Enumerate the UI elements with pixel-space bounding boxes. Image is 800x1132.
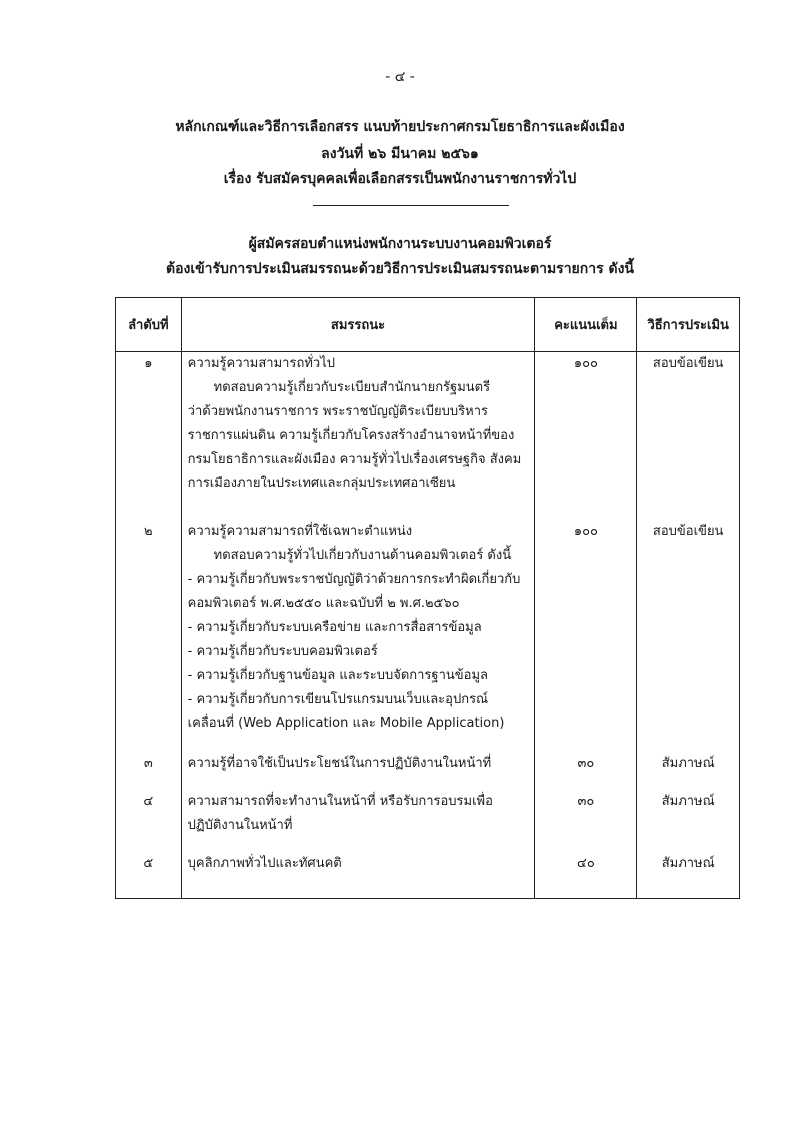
col-header-method: วิธีการประเมิน [637,298,740,352]
competency-line: - ความรู้เกี่ยวกับพระราชบัญญัติว่าด้วยการกระทำผิดเกี่ยวกับ [187,572,521,587]
competency-cell [181,852,535,899]
competency-cell [181,752,535,790]
competency-line: เคลื่อนที่ (Web Application และ Mobile Application) [187,716,505,731]
divider [313,205,509,206]
competency-title: ความสามารถที่จะทำงานในหน้าที่ หรือรับการอบรมเพื่อ [187,794,493,809]
assessment-method: สอบข้อเขียน [637,352,740,521]
header-line-3: เรื่อง รับสมัครบุคคลเพื่อเลือกสรรเป็นพนักงานราชการทั่วไป [223,171,577,187]
subheader-line-1: ผู้สมัครสอบตำแหน่งพนักงานระบบงานคอมพิวเตอร์ [248,236,552,252]
competency-line: - ความรู้เกี่ยวกับระบบเครือข่าย และการสื่อสารข้อมูล [187,620,482,635]
col-header-order: ลำดับที่ [116,298,182,352]
table-row [116,790,740,852]
row-number: ๑ [116,352,182,521]
competency-line: ราชการแผ่นดิน ความรู้เกี่ยวกับโครงสร้างอำนาจหน้าที่ของ [187,428,515,443]
col-header-competency: สมรรถนะ [181,298,535,352]
header-line-2: ลงวันที่ ๒๖ มีนาคม ๒๕๖๑ [321,146,479,162]
col-header-score: คะแนนเต็ม [535,298,637,352]
assessment-method: สัมภาษณ์ [637,752,740,790]
competency-cell [181,520,535,752]
competency-cell [181,352,535,521]
competency-table [115,297,740,899]
row-number: ๒ [116,520,182,752]
competency-line: ปฏิบัติงานในหน้าที่ [187,818,293,833]
page-number: - ๔ - [385,69,415,85]
competency-line: ทดสอบความรู้เกี่ยวกับระเบียบสำนักนายกรัฐมนตรี [213,380,491,395]
table-header-row [116,298,740,352]
row-number: ๕ [116,852,182,899]
competency-cell [181,790,535,852]
full-score: ๔๐ [535,852,637,899]
subheader-line-2: ต้องเข้ารับการประเมินสมรรถนะด้วยวิธีการประเมินสมรรถนะตามรายการ ดังนี้ [165,261,634,277]
table-row [116,520,740,752]
full-score: ๓๐ [535,790,637,852]
competency-line: กรมโยธาธิการและผังเมือง ความรู้ทั่วไปเรื่องเศรษฐกิจ สังคม [187,452,522,467]
table-row [116,752,740,790]
competency-line: - ความรู้เกี่ยวกับฐานข้อมูล และระบบจัดการฐานข้อมูล [187,668,489,683]
competency-line: - ความรู้เกี่ยวกับระบบคอมพิวเตอร์ [187,644,378,659]
assessment-method: สัมภาษณ์ [637,852,740,899]
competency-title: บุคลิกภาพทั่วไปและทัศนคติ [187,856,342,871]
full-score: ๑๐๐ [535,352,637,521]
competency-title: ความรู้ความสามารถที่ใช้เฉพาะตำแหน่ง [187,524,413,539]
assessment-method: สัมภาษณ์ [637,790,740,852]
table-row [116,852,740,899]
competency-title: ความรู้ที่อาจใช้เป็นประโยชน์ในการปฏิบัติงานในหน้าที่ [187,756,492,771]
table-row [116,352,740,521]
competency-line: - ความรู้เกี่ยวกับการเขียนโปรแกรมบนเว็บและอุปกรณ์ [187,692,489,707]
competency-line: ว่าด้วยพนักงานราชการ พระราชบัญญัติระเบียบบริหาร [187,404,488,419]
full-score: ๑๐๐ [535,520,637,752]
full-score: ๓๐ [535,752,637,790]
competency-line: ทดสอบความรู้ทั่วไปเกี่ยวกับงานด้านคอมพิวเตอร์ ดังนี้ [213,548,512,563]
competency-line: คอมพิวเตอร์ พ.ศ.๒๕๕๐ และฉบับที่ ๒ พ.ศ.๒๕๖๐ [187,596,460,611]
row-number: ๔ [116,790,182,852]
row-number: ๓ [116,752,182,790]
competency-title: ความรู้ความสามารถทั่วไป [187,356,335,371]
header-line-1: หลักเกณฑ์และวิธีการเลือกสรร แนบท้ายประกาศกรมโยธาธิการและผังเมือง [175,119,625,135]
competency-line: การเมืองภายในประเทศและกลุ่มประเทศอาเซียน [187,476,456,491]
assessment-method: สอบข้อเขียน [637,520,740,752]
